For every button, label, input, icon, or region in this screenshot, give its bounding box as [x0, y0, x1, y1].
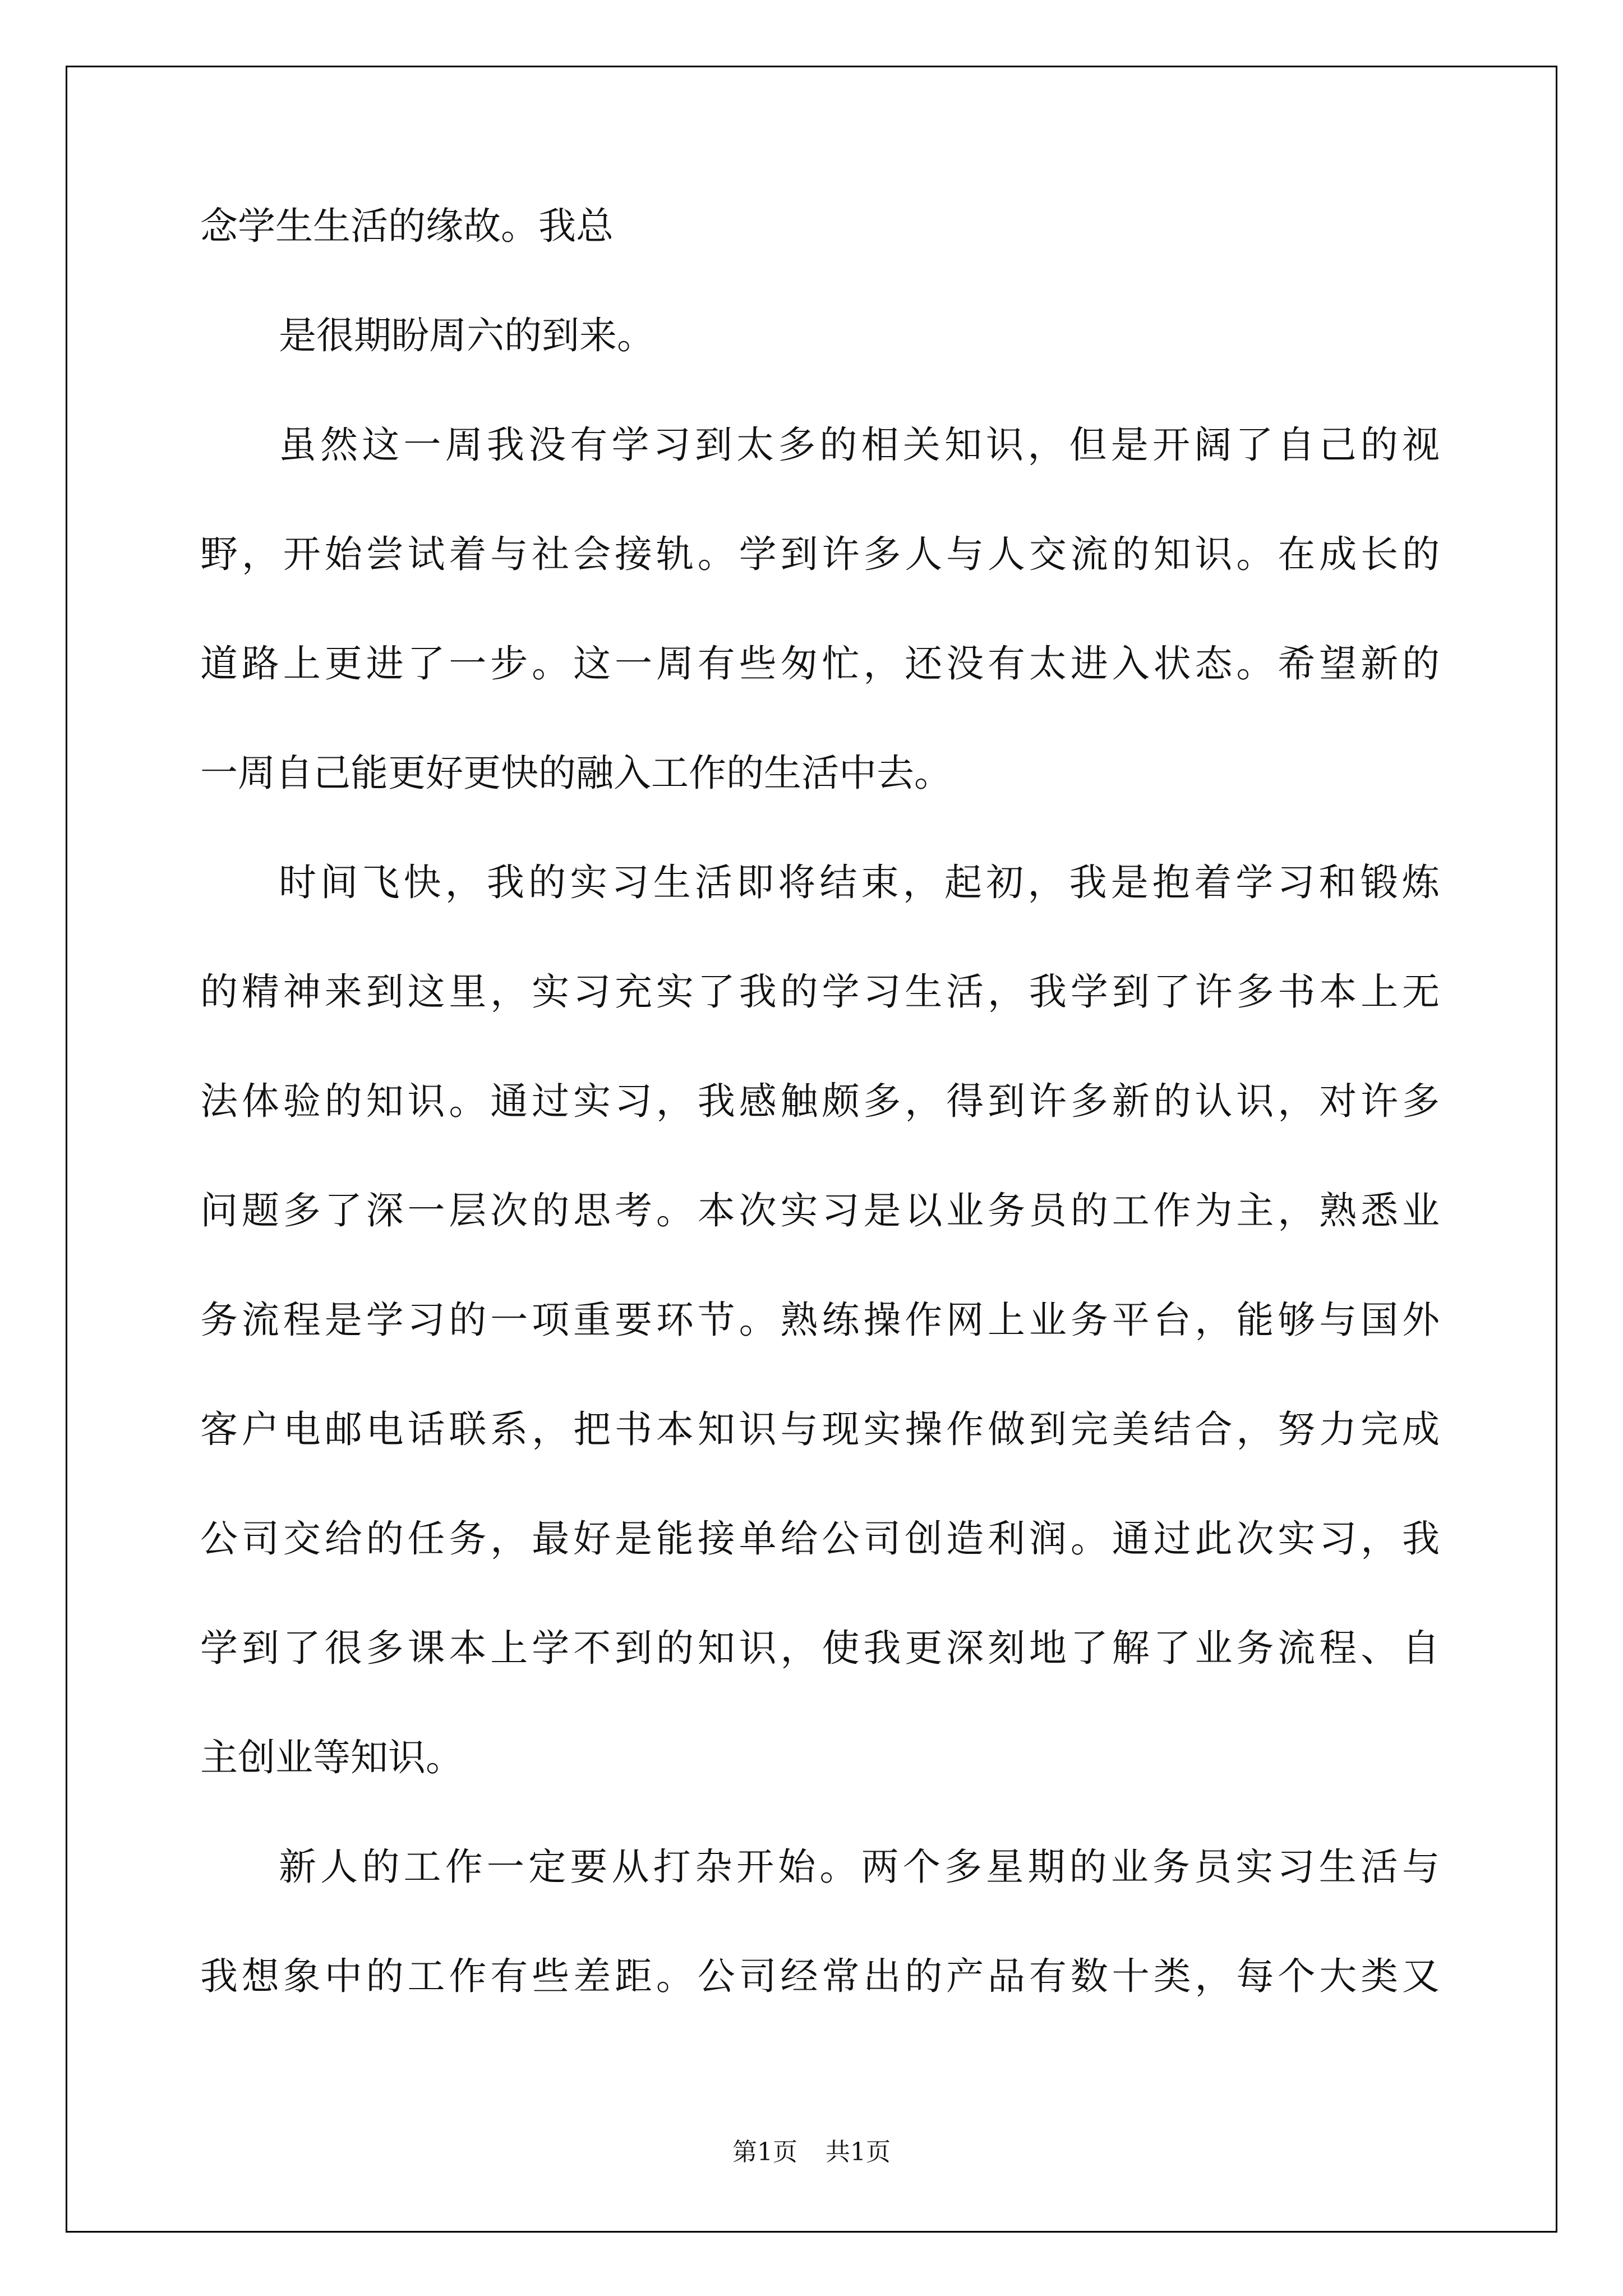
text-line: 法体验的知识。通过实习，我感触颇多，得到许多新的认识，对许多: [200, 1079, 1440, 1123]
page-footer: [0, 2132, 1623, 2168]
page-total: 共1页: [826, 2138, 891, 2166]
text-line: 时间飞快，我的实习生活即将结束，起初，我是抱着学习和锻炼: [279, 861, 1440, 904]
text-line: 新人的工作一定要从打杂开始。两个多星期的业务员实习生活与: [279, 1845, 1440, 1889]
text-line: 是很期盼周六的到来。: [279, 314, 654, 357]
text-line: 虽然这一周我没有学习到太多的相关知识，但是开阔了自己的视: [279, 423, 1440, 467]
text-line: 念学生生活的缘故。我总: [200, 204, 614, 248]
text-line: 野，开始尝试着与社会接轨。学到许多人与人交流的知识。在成长的: [200, 532, 1440, 576]
text-line: 问题多了深一层次的思考。本次实习是以业务员的工作为主，熟悉业: [200, 1189, 1440, 1232]
document-body: [200, 204, 1440, 2067]
text-line: 我想象中的工作有些差距。公司经常出的产品有数十类，每个大类又: [200, 1954, 1440, 1998]
text-line: 一周自己能更好更快的融入工作的生活中去。: [200, 751, 952, 795]
text-line: 主创业等知识。: [200, 1736, 463, 1779]
text-line: 公司交给的任务，最好是能接单给公司创造利润。通过此次实习，我: [200, 1517, 1440, 1561]
text-line: 学到了很多课本上学不到的知识，使我更深刻地了解了业务流程、自: [200, 1626, 1440, 1670]
text-line: 务流程是学习的一项重要环节。熟练操作网上业务平台，能够与国外: [200, 1298, 1440, 1342]
text-line: 客户电邮电话联系，把书本知识与现实操作做到完美结合，努力完成: [200, 1407, 1440, 1451]
text-line: 的精神来到这里，实习充实了我的学习生活，我学到了许多书本上无: [200, 970, 1440, 1014]
page-number: 第1页: [732, 2138, 797, 2166]
text-line: 道路上更进了一步。这一周有些匆忙，还没有太进入状态。希望新的: [200, 642, 1440, 685]
